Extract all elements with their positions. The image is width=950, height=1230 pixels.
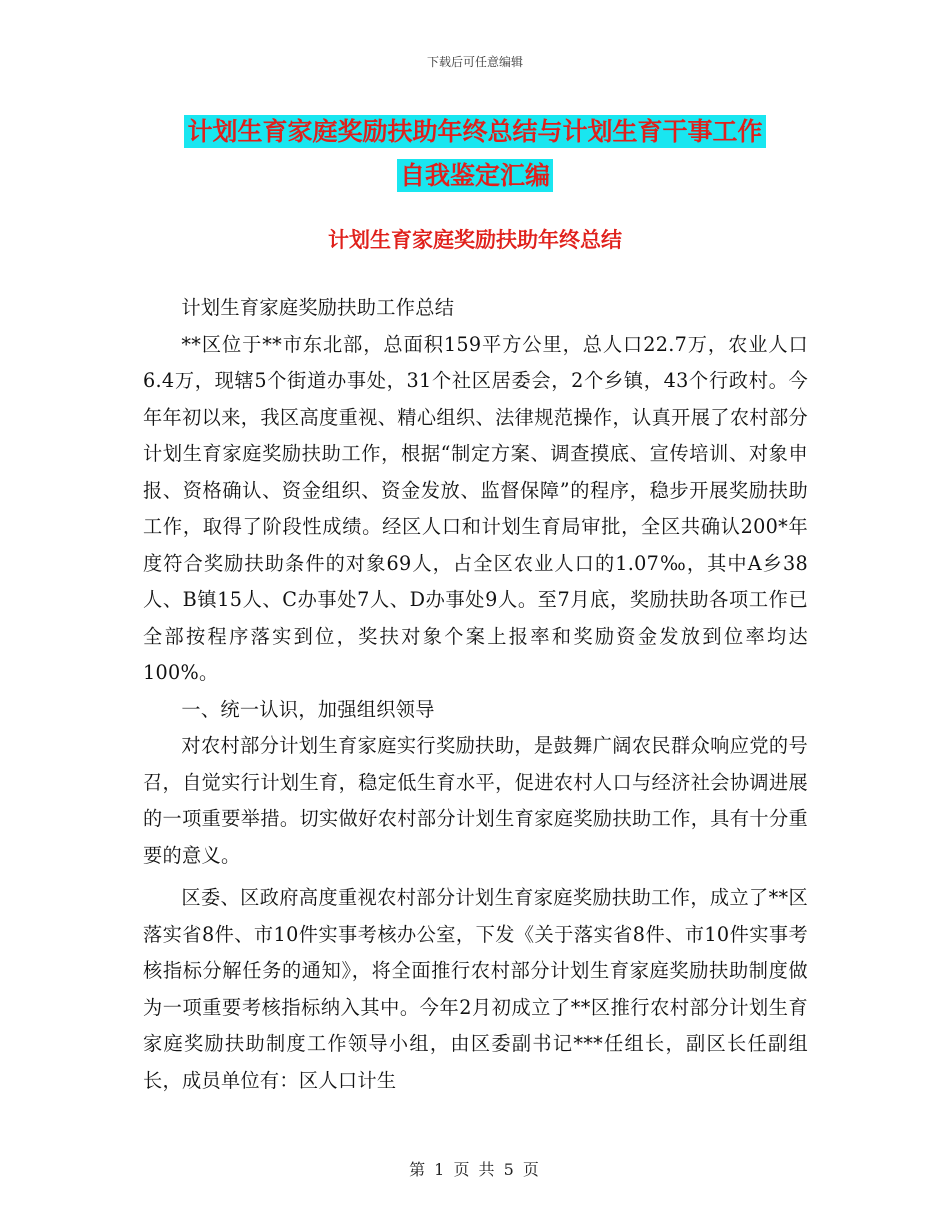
document-title-line-2-text: 自我鉴定汇编	[397, 159, 553, 192]
paragraph-overview: **区位于**市东北部，总面积159平方公里，总人口22.7万，农业人口6.4万，现辖5个街道办事处，31个社区居委会，2个乡镇，43个行政村。今年年初以来，我区高度重视、精心组织、法律规范操作，认真开展了农村部分计划生育家庭奖励扶助工作，根据“制定方案、调查摸底、宣传培训、对象申报、资格确认、资金组织、资金发放、监督保障”的程序，稳步开展奖励扶助工作，取得了阶段性成绩。经区人口和计划生育局审批，全区共确认200*年度符合奖励扶助条件的对象69人，占全区农业人口的1.07‰，其中A乡38人、B镇15人、C办事处7人、D办事处9人。至7月底，奖励扶助各项工作已全部按程序落实到位，奖扶对象个案上报率和奖励资金发放到位率均达100%。	[143, 332, 808, 684]
header-note: 下载后可任意编辑	[426, 55, 523, 69]
paragraph-subject: 计划生育家庭奖励扶助工作总结	[181, 296, 455, 319]
section-title: 计划生育家庭奖励扶助年终总结	[328, 228, 622, 252]
document-body	[143, 290, 808, 1099]
page-footer: 第 1 页 共 5 页	[409, 1160, 541, 1179]
document-title-line-2	[0, 156, 950, 192]
document-title-line-1	[0, 112, 950, 148]
paragraph-heading-1: 一、统一认识，加强组织领导	[181, 697, 435, 721]
paragraph-significance: 对农村部分计划生育家庭实行奖励扶助，是鼓舞广阔农民群众响应党的号召，自觉实行计划生育，稳定低生育水平，促进农村人口与经济社会协调进展的一项重要举措。切实做好农村部分计划生育家庭奖励扶助工作，具有十分重要的意义。	[143, 734, 808, 867]
paragraph-leadership: 区委、区政府高度重视农村部分计划生育家庭奖励扶助工作，成立了**区落实省8件、市10件实事考核办公室，下发《关于落实省8件、市10件实事考核指标分解任务的通知》，将全面推行农村部分计划生育家庭奖励扶助制度做为一项重要考核指标纳入其中。今年2月初成立了**区推行农村部分计划生育家庭奖励扶助制度工作领导小组，由区委副书记***任组长，副区长任副组长，成员单位有：区人口计生	[143, 886, 808, 1092]
document-title-line-1-text: 计划生育家庭奖励扶助年终总结与计划生育干事工作	[184, 115, 765, 148]
